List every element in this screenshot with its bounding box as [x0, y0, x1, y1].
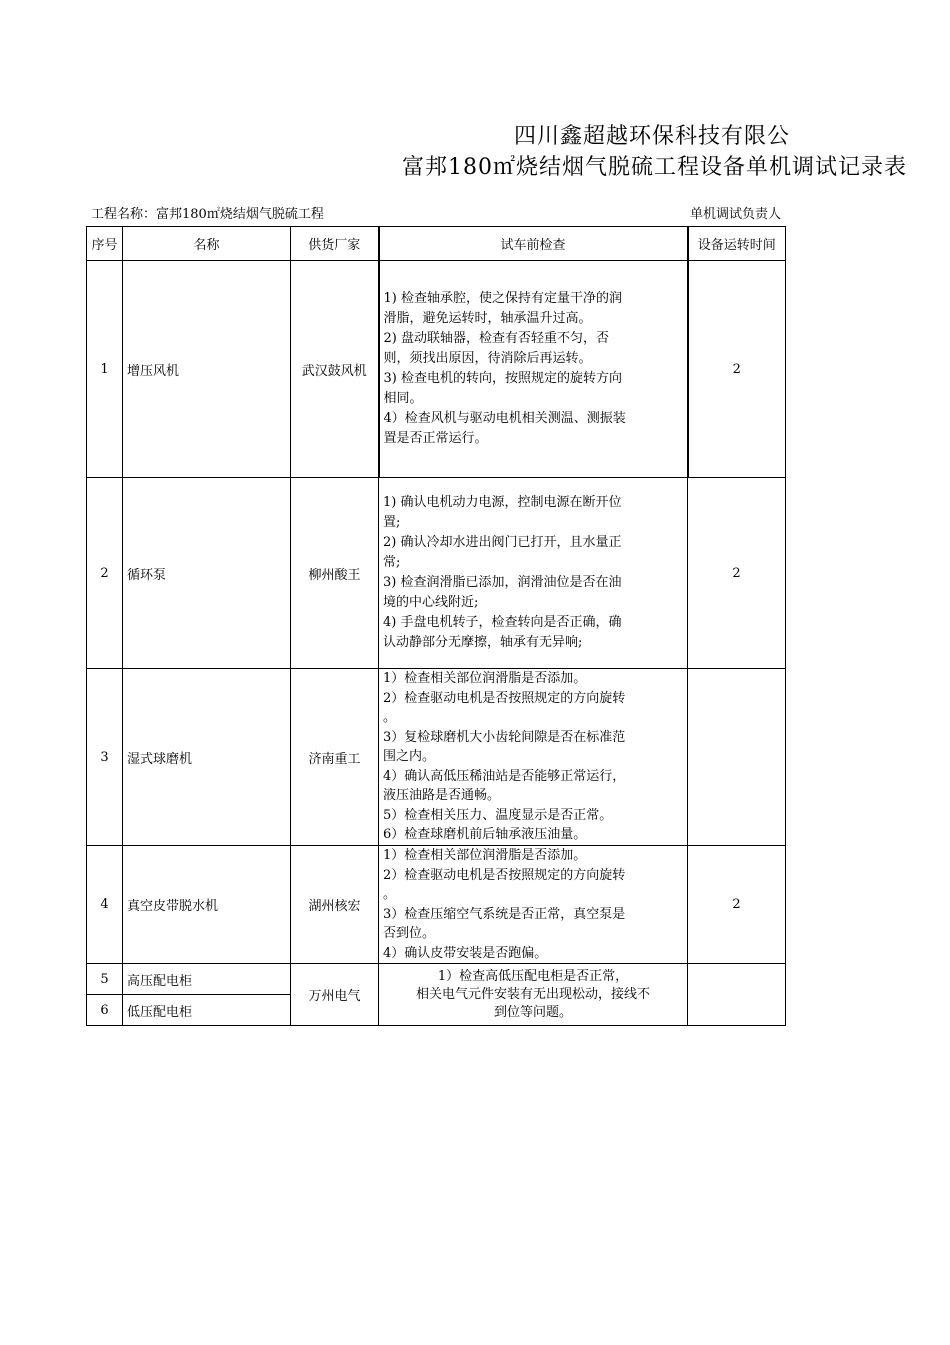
check-line: 置是否正常运行。: [383, 431, 488, 446]
row-no: 2: [87, 478, 123, 669]
header-check: 试车前检查: [379, 227, 688, 261]
row-name: 增压风机: [123, 261, 291, 478]
company-title: 四川鑫超越环保科技有限公: [514, 124, 791, 149]
row-check: [379, 669, 688, 846]
table-row: [87, 261, 786, 478]
check-line: 相关电气元件安装有无出现松动，接线不: [415, 986, 650, 1002]
check-line: 到位等问题。: [493, 1004, 572, 1020]
check-line: 3) 检查润滑脂已添加，润滑油位是否在油: [383, 575, 622, 590]
form-title: 富邦180㎡烧结烟气脱硫工程设备单机调试记录表: [402, 155, 907, 180]
check-line: 2) 确认冷却水进出阀门已打开，且水量正: [383, 535, 622, 550]
check-line: 1) 检查轴承腔，使之保持有定量干净的润: [383, 291, 622, 306]
check-line: 3）复检球磨机大小齿轮间隙是否在标准范: [383, 729, 626, 745]
row-name: 真空皮带脱水机: [123, 846, 291, 964]
row-runtime: [688, 669, 786, 846]
row-vendor: 湖州核宏: [291, 846, 379, 964]
check-line: 2) 盘动联轴器，检查有否轻重不匀，否: [383, 331, 609, 346]
check-line: 4）确认高低压稀油站是否能够正常运行，: [383, 768, 626, 784]
check-line: 2）检查驱动电机是否按照规定的方向旋转: [383, 867, 626, 883]
check-line: 1）检查相关部位润滑脂是否添加。: [383, 848, 587, 863]
check-line: 则，须找出原因，待消除后再运转。: [383, 351, 592, 366]
table-row: [87, 964, 786, 995]
row-no: 4: [87, 846, 123, 964]
check-line: 置;: [383, 515, 401, 530]
responsible-label: 单机调试负责人: [690, 207, 782, 222]
row-vendor: 万州电气: [291, 964, 379, 1026]
check-line: 否到位。: [383, 926, 436, 941]
row-name: 循环泵: [123, 478, 291, 669]
check-line: 滑脂，避免运转时，轴承温升过高。: [383, 311, 592, 326]
check-line: 围之内。: [383, 749, 436, 765]
commissioning-table: [86, 226, 786, 1026]
header-vendor: 供货厂家: [291, 227, 379, 261]
row-no: 5: [87, 964, 123, 995]
check-line: 4）检查风机与驱动电机相关测温、测振装: [383, 411, 626, 426]
check-line: 4) 手盘电机转子，检查转向是否正确，确: [383, 615, 622, 630]
row-check: [379, 964, 688, 1026]
row-vendor: 柳州酸王: [291, 478, 379, 669]
check-line: 液压油路是否通畅。: [383, 788, 501, 804]
row-check: [379, 846, 688, 964]
row-check: [379, 261, 688, 478]
row-no: 3: [87, 669, 123, 846]
check-line: 常;: [383, 555, 401, 570]
header-no: 序号: [87, 227, 123, 261]
row-name: 高压配电柜: [123, 964, 291, 995]
check-line: 5）检查相关压力、温度显示是否正常。: [383, 807, 613, 823]
check-line: 。: [383, 887, 397, 902]
row-runtime: 2: [688, 478, 786, 669]
row-name: 湿式球磨机: [123, 669, 291, 846]
row-runtime: [688, 964, 786, 1026]
check-line: 4）确认皮带安装是否跑偏。: [383, 945, 548, 961]
row-check: [379, 478, 688, 669]
check-line: 1) 确认电机动力电源，控制电源在断开位: [383, 495, 622, 510]
row-runtime: 2: [688, 846, 786, 964]
table-row: [87, 846, 786, 964]
table-row: [87, 478, 786, 669]
check-line: 境的中心线附近;: [383, 595, 479, 610]
header-name: 名称: [123, 227, 291, 261]
check-line: 3）检查压缩空气系统是否正常，真空泵是: [383, 906, 626, 922]
table-row: [87, 669, 786, 846]
row-no: 6: [87, 995, 123, 1026]
row-runtime: 2: [688, 261, 786, 478]
check-line: 认动静部分无摩擦，轴承有无异响;: [383, 635, 583, 650]
row-name: 低压配电柜: [123, 995, 291, 1026]
check-line: 3) 检查电机的转向，按照规定的旋转方向: [383, 371, 622, 386]
check-line: 1）检查高低压配电柜是否正常，: [437, 968, 629, 984]
row-vendor: 武汉鼓风机: [291, 261, 379, 478]
check-line: 相同。: [383, 391, 423, 406]
check-line: 6）检查球磨机前后轴承液压油量。: [383, 827, 587, 843]
check-line: 1）检查相关部位润滑脂是否添加。: [383, 671, 587, 687]
project-name: 工程名称：富邦180㎡烧结烟气脱硫工程: [91, 207, 324, 222]
check-line: 。: [383, 710, 397, 726]
header-row: [87, 227, 786, 261]
row-vendor: 济南重工: [291, 669, 379, 846]
row-no: 1: [87, 261, 123, 478]
header-runtime: 设备运转时间: [688, 227, 786, 261]
check-line: 2）检查驱动电机是否按照规定的方向旋转: [383, 690, 626, 706]
